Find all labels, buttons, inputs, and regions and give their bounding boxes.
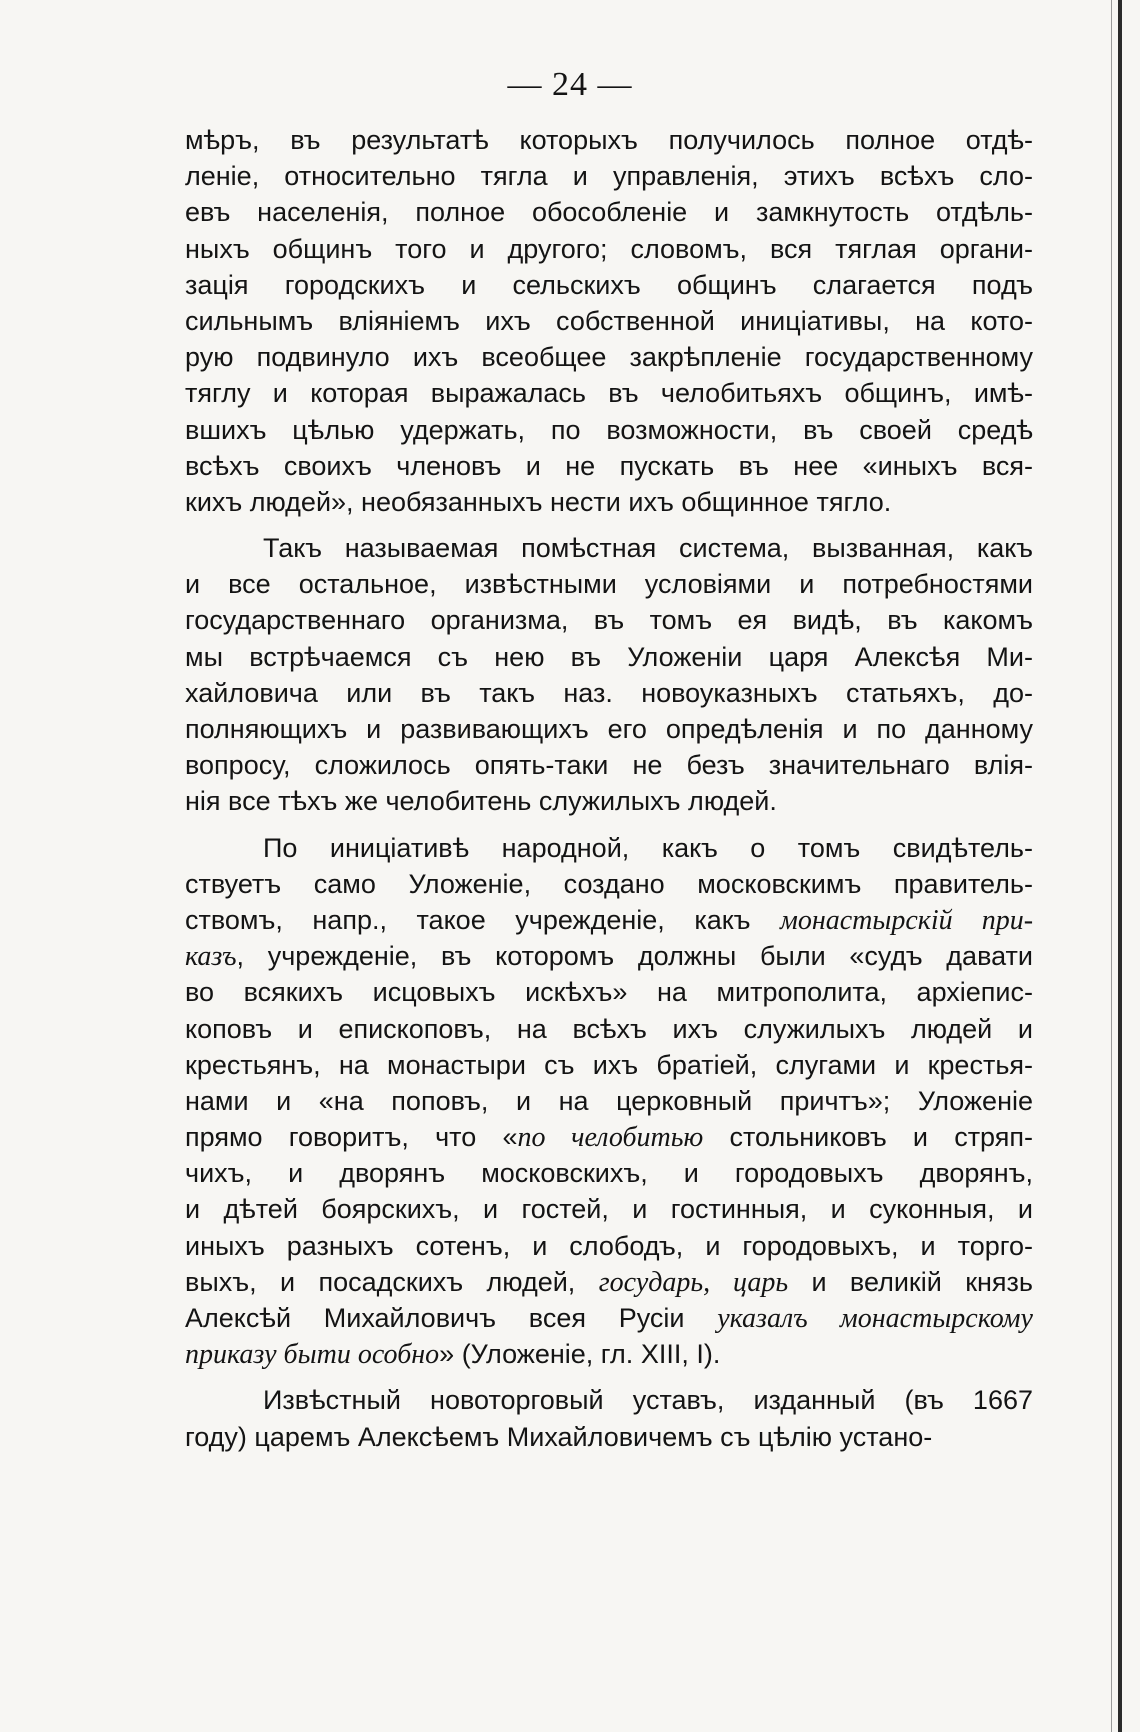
text-line: [185, 1228, 1033, 1264]
text-line: [185, 1264, 1033, 1300]
text-run: евъ населенія, полное обособленіе и замкнутость отдѣль-: [185, 197, 1033, 228]
text-line: [185, 1336, 1033, 1372]
text-line: [185, 902, 1033, 938]
text-run: , учрежденіе, въ которомъ должны были «судъ давати: [236, 941, 1033, 972]
paragraph: [185, 530, 1033, 820]
text-line: [185, 1419, 1033, 1455]
text-line: [185, 566, 1033, 602]
text-line: [185, 1191, 1033, 1227]
text-line: [185, 530, 1033, 566]
paragraph: [185, 1382, 1033, 1454]
page-edge-rule-thin: [1111, 0, 1112, 1732]
text-line: [185, 158, 1033, 194]
text-line: [185, 1300, 1033, 1336]
text-run: всѣхъ своихъ членовъ и не пускать въ нее «иныхъ вся-: [185, 450, 1033, 481]
page-number: — 24 —: [507, 66, 633, 103]
text-run: нія все тѣхъ же челобитень служилыхъ людей.: [185, 786, 777, 817]
text-line: [185, 412, 1033, 448]
paragraph: [185, 830, 1033, 1373]
text-line: [185, 375, 1033, 411]
text-run: мы встрѣчаемся съ нею въ Уложеніи царя Алексѣя Ми-: [185, 641, 1033, 672]
text-line: [185, 1047, 1033, 1083]
text-run: Извѣстный новоторговый уставъ, изданный (въ 1667: [263, 1385, 1033, 1416]
paragraph: [185, 122, 1033, 520]
text-line: [185, 866, 1033, 902]
text-line: [185, 974, 1033, 1010]
text-run: полняющихъ и развивающихъ его опредѣленія и по данному: [185, 714, 1033, 744]
text-run: сильнымъ вліяніемъ ихъ собственной иниціативы, на кото-: [185, 305, 1033, 336]
text-line: [185, 231, 1033, 267]
text-run: крестьянъ, на монастыри съ ихъ братіей, слугами и крестья-: [185, 1049, 1033, 1080]
text-run: леніе, относительно тягла и управленія, этихъ всѣхъ сло-: [185, 161, 1033, 192]
text-run: году) царемъ Алексѣемъ Михайловичемъ съ цѣлію устано-: [185, 1421, 933, 1452]
text-line: [185, 602, 1033, 638]
text-run: мѣръ, въ результатѣ которыхъ получилось полное отдѣ-: [185, 125, 1033, 155]
text-run: коповъ и епископовъ, на всѣхъ ихъ служилыхъ людей и: [185, 1013, 1033, 1044]
text-line: [185, 1011, 1033, 1047]
text-run: во всякихъ исцовыхъ искѣхъ» на митрополита, архіепис-: [185, 977, 1033, 1008]
text-line: [185, 830, 1033, 866]
text-line: [185, 747, 1033, 783]
text-run: рую подвинуло ихъ всеобщее закрѣпленіе государственному: [185, 342, 1033, 373]
text-run: вшихъ цѣлью удержать, по возможности, въ своей средѣ: [185, 414, 1033, 445]
text-line: [185, 639, 1033, 675]
text-run: хайловича или въ такъ наз. новоуказныхъ статьяхъ, до-: [185, 677, 1033, 708]
text-line: [185, 303, 1033, 339]
text-run: По иниціативѣ народной, какъ о томъ свидѣтель-: [263, 832, 1033, 863]
italic-text-run: указалъ монастырскому: [717, 1303, 1033, 1334]
page-edge-rule: [1118, 0, 1122, 1732]
text-run: и все остальное, извѣстными условіями и потребностями: [185, 569, 1033, 600]
body-text: [185, 122, 1033, 1465]
text-line: [185, 1119, 1033, 1155]
text-run: » (Уложеніе, гл. XIII, I).: [439, 1339, 721, 1370]
text-line: [185, 675, 1033, 711]
text-run: иныхъ разныхъ сотенъ, и слободъ, и городовыхъ, и торго-: [185, 1230, 1033, 1261]
text-run: Такъ называемая помѣстная система, вызванная, какъ: [263, 533, 1033, 564]
text-line: [185, 122, 1033, 158]
text-run: Алексѣй Михайловичъ всея Русіи: [185, 1303, 718, 1333]
text-line: [185, 711, 1033, 747]
text-line: [185, 1083, 1033, 1119]
text-run: государственнаго организма, въ томъ ея видѣ, въ какомъ: [185, 605, 1033, 636]
text-run: прямо говоритъ, что «: [185, 1122, 518, 1153]
text-run: выхъ, и посадскихъ людей,: [185, 1266, 599, 1297]
text-run: вопросу, сложилось опять-таки не безъ значительнаго влія-: [185, 750, 1033, 781]
italic-text-run: монастырскій при-: [779, 904, 1034, 936]
italic-text-run: государь, царь: [598, 1266, 789, 1298]
text-run: ствомъ, напр., такое учрежденіе, какъ: [185, 904, 780, 935]
text-run: и великій князь: [788, 1266, 1033, 1297]
italic-text-run: по челобитью: [517, 1122, 704, 1154]
text-run: нами и «на поповъ, и на церковный причтъ»; Уложеніе: [185, 1085, 1033, 1116]
text-line: [185, 448, 1033, 484]
text-line: [185, 1155, 1033, 1191]
italic-text-run: приказу быти особно: [185, 1339, 440, 1371]
italic-text-run: казъ: [185, 941, 237, 973]
text-line: [185, 267, 1033, 303]
text-run: ствуетъ само Уложеніе, создано московскимъ правитель-: [185, 868, 1033, 899]
text-run: тяглу и которая выражалась въ челобитьяхъ общинъ, имѣ-: [185, 378, 1033, 409]
text-line: [185, 1382, 1033, 1418]
text-run: чихъ, и дворянъ московскихъ, и городовыхъ дворянъ,: [185, 1158, 1033, 1189]
text-line: [185, 938, 1033, 974]
text-run: ныхъ общинъ того и другого; словомъ, вся тяглая органи-: [185, 233, 1033, 264]
text-line: [185, 484, 1033, 520]
text-run: и дѣтей боярскихъ, и гостей, и гостинныя, и суконныя, и: [185, 1194, 1033, 1225]
text-line: [185, 783, 1033, 819]
text-run: зація городскихъ и сельскихъ общинъ слагается подъ: [185, 269, 1033, 300]
text-line: [185, 194, 1033, 230]
text-run: стольниковъ и стряп-: [703, 1122, 1034, 1153]
text-run: кихъ людей», необязанныхъ нести ихъ общинное тягло.: [185, 486, 892, 517]
text-line: [185, 339, 1033, 375]
